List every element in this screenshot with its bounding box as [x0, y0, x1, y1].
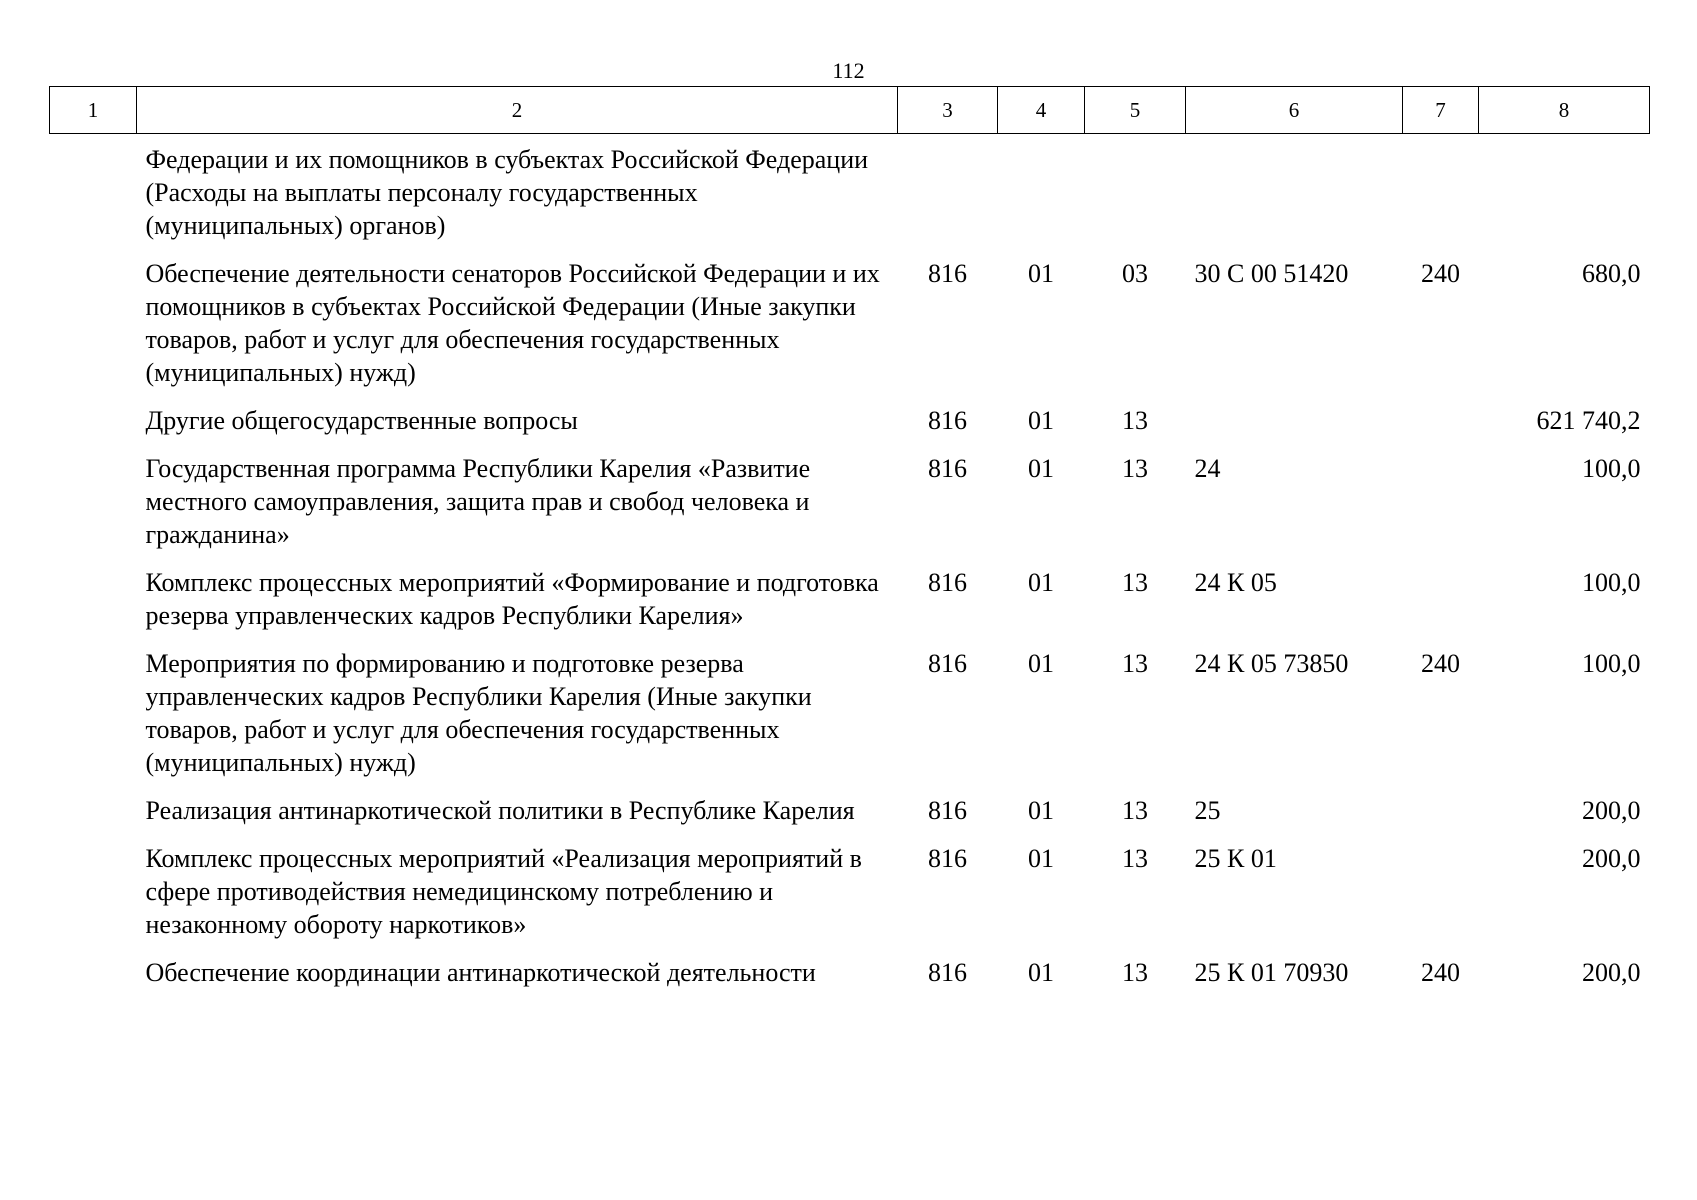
row-name: Государственная программа Республики Карелия «Развитие местного самоуправления, защита прав и свобод человека и гражданина»: [145, 454, 811, 549]
budget-table: [49, 86, 1650, 1004]
row-pr: 13: [1122, 454, 1148, 483]
row-vr: 240: [1421, 259, 1460, 288]
row-vr: [1403, 842, 1479, 956]
row-name: Другие общегосударственные вопросы: [145, 406, 578, 435]
row-rz: [998, 134, 1085, 258]
row-csr: [1186, 404, 1403, 452]
row-name: Мероприятия по формированию и подготовке резерва управленческих кадров Республики Карелия (Иные закупки товаров, работ и услуг для обеспечения государственных (муниципальных) нужд): [145, 649, 812, 777]
row-name: Комплекс процессных мероприятий «Реализация мероприятий в сфере противодействия немедицинскому потреблению и незаконному обороту наркотиков»: [145, 844, 862, 939]
row-spacer: [50, 452, 137, 566]
row-name: Комплекс процессных мероприятий «Формирование и подготовка резерва управленческих кадров Республики Карелия»: [145, 568, 879, 630]
row-spacer: [50, 794, 137, 842]
table-header-row: [50, 87, 1650, 134]
row-rz: 01: [1028, 844, 1054, 873]
header-col-2: 2: [137, 87, 898, 134]
row-pr: 13: [1122, 844, 1148, 873]
row-sum: 200,0: [1582, 958, 1641, 987]
row-csr: 24 К 05: [1194, 568, 1277, 597]
header-col-8: 8: [1479, 87, 1650, 134]
row-sum: 621 740,2: [1536, 406, 1641, 435]
row-name: Обеспечение координации антинаркотической деятельности: [145, 958, 816, 987]
row-pr: 13: [1122, 406, 1148, 435]
row-sum: 100,0: [1582, 649, 1641, 678]
row-grbs: 816: [928, 796, 967, 825]
row-sum: 200,0: [1582, 796, 1641, 825]
row-rz: 01: [1028, 406, 1054, 435]
row-pr: 13: [1122, 796, 1148, 825]
row-pr: 13: [1122, 958, 1148, 987]
row-csr: 30 С 00 51420: [1194, 259, 1349, 288]
row-grbs: 816: [928, 568, 967, 597]
row-grbs: 816: [928, 406, 967, 435]
row-vr: [1403, 794, 1479, 842]
row-rz: 01: [1028, 649, 1054, 678]
table-row: [50, 404, 1650, 452]
row-vr: [1403, 404, 1479, 452]
row-name: Обеспечение деятельности сенаторов Российской Федерации и их помощников в субъектах Российской Федерации (Иные закупки товаров, работ и услуг для обеспечения государственных (муниципальных) нужд): [145, 259, 880, 387]
row-spacer: [50, 404, 137, 452]
row-pr: 03: [1122, 259, 1148, 288]
row-vr: [1403, 566, 1479, 647]
row-rz: 01: [1028, 259, 1054, 288]
header-col-5: 5: [1085, 87, 1186, 134]
row-spacer: [50, 956, 137, 1004]
row-pr: 13: [1122, 568, 1148, 597]
row-sum: [1479, 134, 1650, 258]
row-grbs: [898, 134, 998, 258]
row-sum: 100,0: [1582, 454, 1641, 483]
row-csr: 25 К 01 70930: [1194, 958, 1349, 987]
row-sum: 100,0: [1582, 568, 1641, 597]
table-row: [50, 566, 1650, 647]
row-spacer: [50, 566, 137, 647]
row-spacer: [50, 257, 137, 404]
row-rz: 01: [1028, 958, 1054, 987]
row-spacer: [50, 647, 137, 794]
row-sum: 200,0: [1582, 844, 1641, 873]
row-csr: 24: [1194, 454, 1221, 483]
row-vr: [1403, 134, 1479, 258]
row-grbs: 816: [928, 844, 967, 873]
row-name: Федерации и их помощников в субъектах Российской Федерации (Расходы на выплаты персоналу государственных (муниципальных) органов): [145, 145, 869, 240]
row-rz: 01: [1028, 454, 1054, 483]
header-col-3: 3: [898, 87, 998, 134]
page-number: 112: [832, 58, 865, 83]
row-rz: 01: [1028, 796, 1054, 825]
table-row: [50, 956, 1650, 1004]
table-row: [50, 257, 1650, 404]
row-grbs: 816: [928, 454, 967, 483]
row-vr: 240: [1421, 958, 1460, 987]
table-row: [50, 647, 1650, 794]
header-col-4: 4: [998, 87, 1085, 134]
row-pr: 13: [1122, 649, 1148, 678]
table-row: [50, 842, 1650, 956]
table-row: [50, 452, 1650, 566]
header-col-1: 1: [50, 87, 137, 134]
header-col-7: 7: [1403, 87, 1479, 134]
row-csr: [1186, 134, 1403, 258]
row-spacer: [50, 134, 137, 258]
row-pr: [1085, 134, 1186, 258]
row-rz: 01: [1028, 568, 1054, 597]
row-spacer: [50, 842, 137, 956]
row-vr: 240: [1421, 649, 1460, 678]
table-row: [50, 794, 1650, 842]
row-grbs: 816: [928, 259, 967, 288]
row-csr: 24 К 05 73850: [1194, 649, 1349, 678]
row-sum: 680,0: [1582, 259, 1641, 288]
row-csr: 25: [1194, 796, 1221, 825]
table-row: [50, 134, 1650, 258]
row-csr: 25 К 01: [1194, 844, 1277, 873]
row-vr: [1403, 452, 1479, 566]
row-grbs: 816: [928, 958, 967, 987]
row-name: Реализация антинаркотической политики в Республике Карелия: [145, 796, 855, 825]
row-grbs: 816: [928, 649, 967, 678]
header-col-6: 6: [1186, 87, 1403, 134]
